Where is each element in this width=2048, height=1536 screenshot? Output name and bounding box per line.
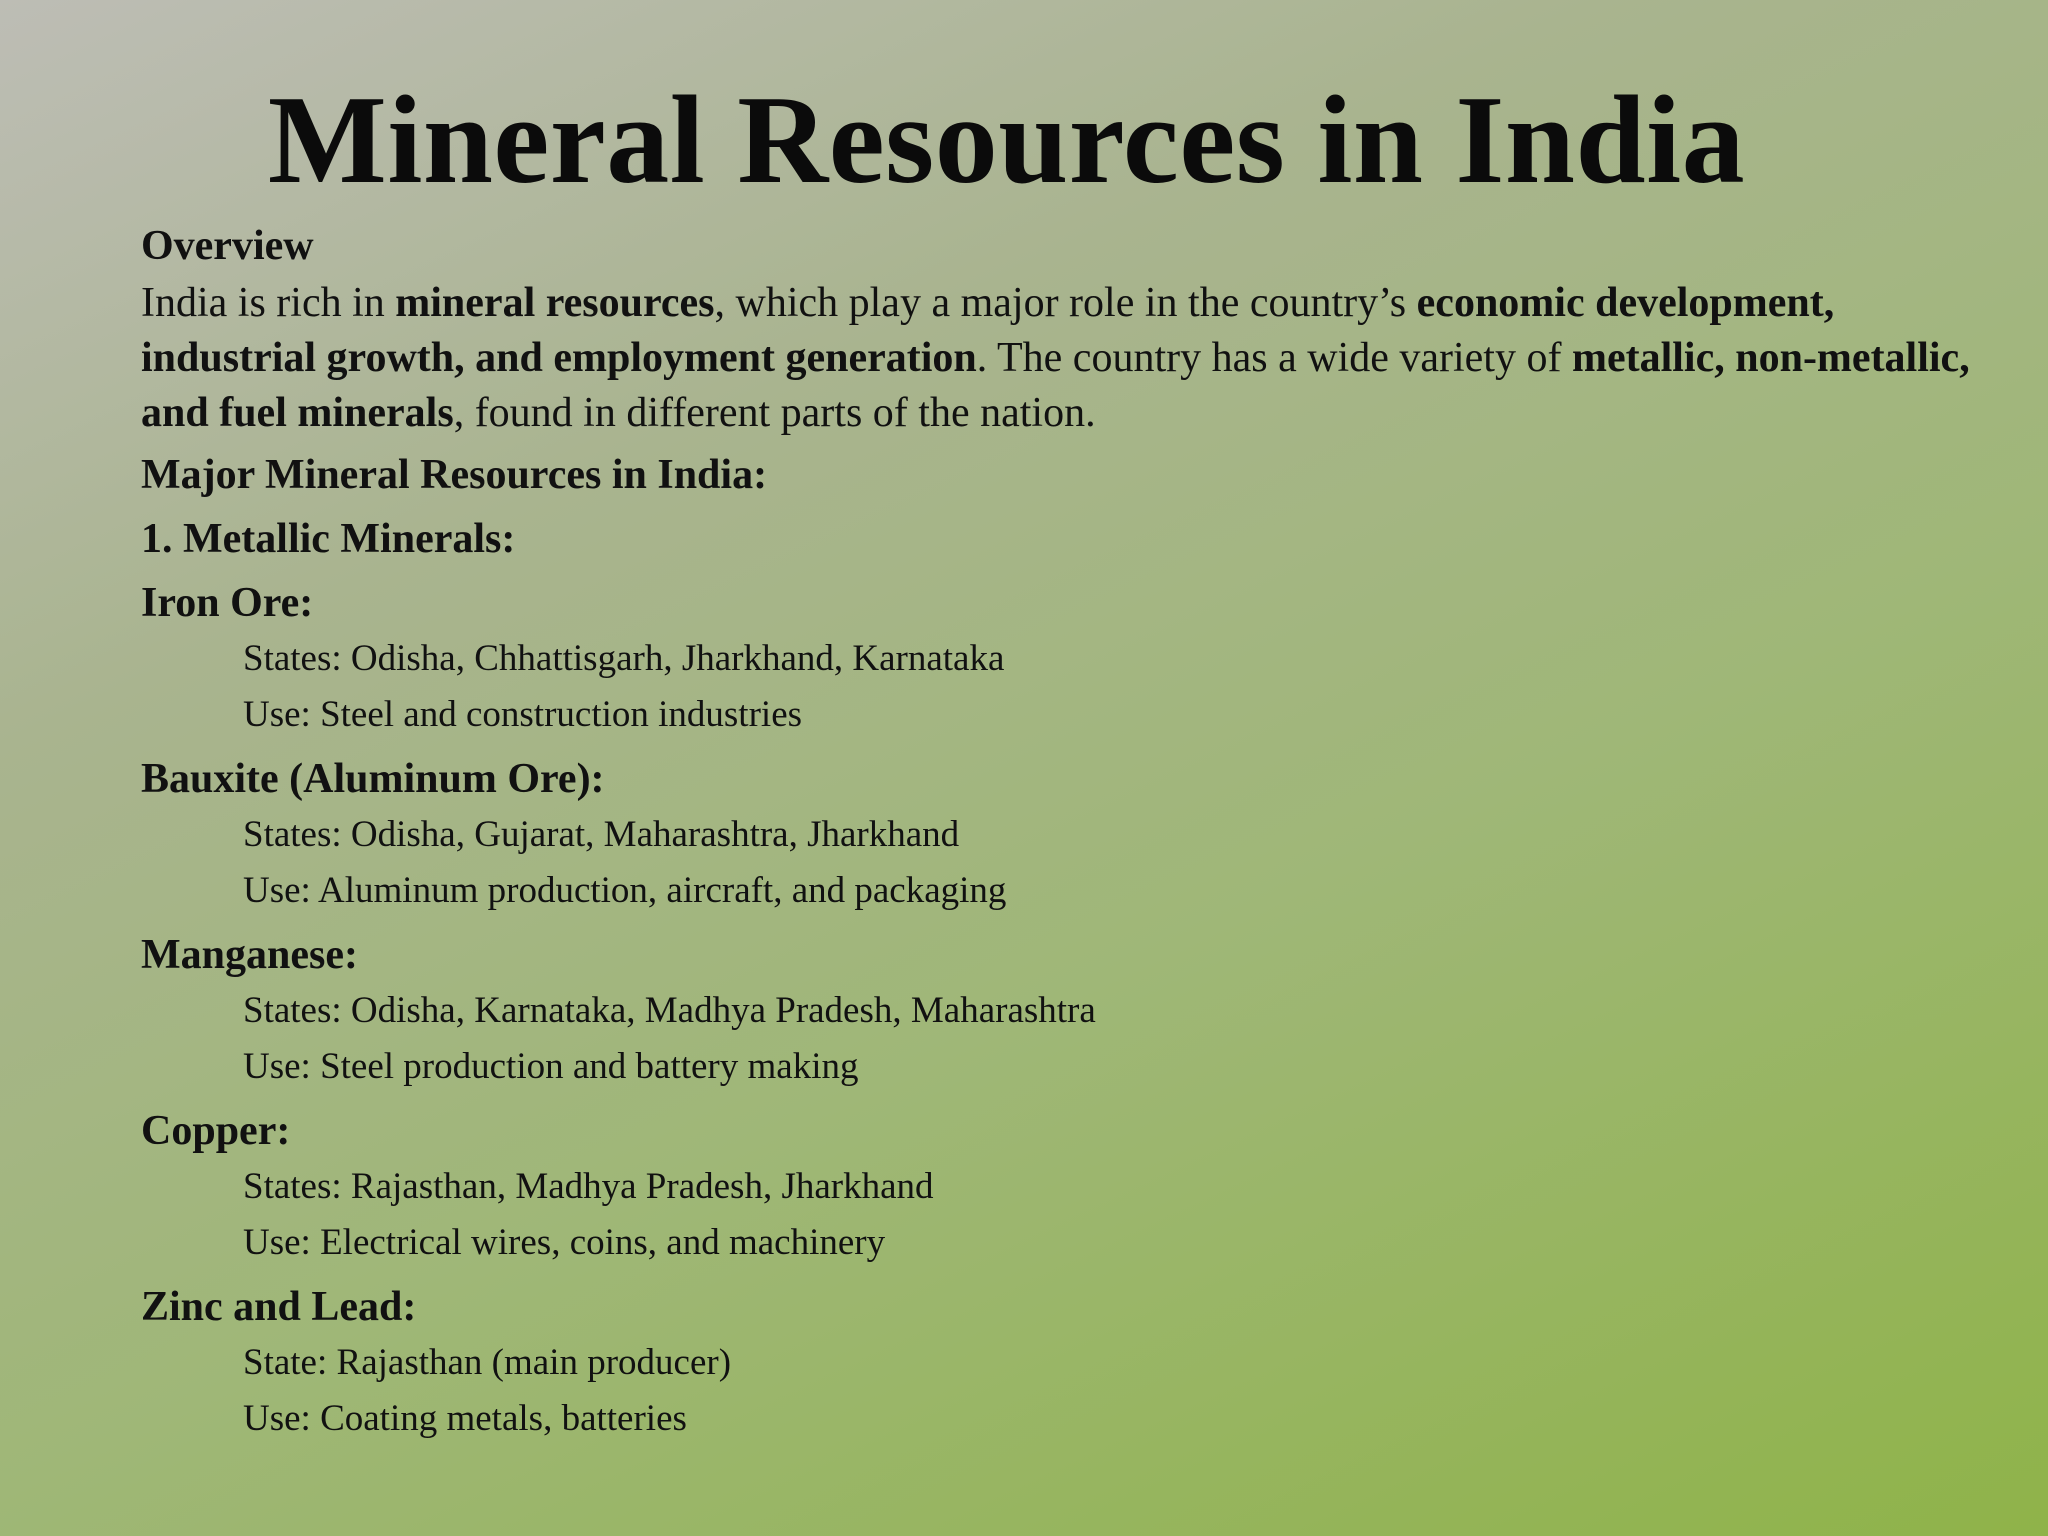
mineral-states: States: Rajasthan, Madhya Pradesh, Jharkhand: [243, 1166, 934, 1207]
mineral-states: States: Odisha, Gujarat, Maharashtra, Jharkhand: [243, 814, 960, 855]
overview-heading: Overview: [141, 223, 314, 269]
overview-text-3: . The country has a wide variety of: [976, 335, 1572, 381]
mineral-bauxite: [141, 751, 2001, 919]
mineral-zinc-lead: [141, 1279, 2001, 1447]
mineral-use: Use: Steel production and battery making: [243, 1046, 859, 1087]
major-minerals-heading: Major Mineral Resources in India:: [141, 452, 768, 498]
slide-content: [141, 218, 2001, 1447]
overview-bold-1: mineral resources: [395, 280, 715, 326]
mineral-name: Bauxite (Aluminum Ore):: [141, 756, 605, 802]
mineral-states: States: Odisha, Chhattisgarh, Jharkhand, Karnataka: [243, 638, 1005, 679]
mineral-manganese: [141, 927, 2001, 1095]
mineral-name: Manganese:: [141, 932, 358, 978]
mineral-states: State: Rajasthan (main producer): [243, 1342, 732, 1383]
mineral-copper: [141, 1103, 2001, 1271]
overview-text-4: , found in different parts of the nation.: [453, 390, 1096, 436]
overview-text-2: , which play a major role in the country’s: [714, 280, 1417, 326]
mineral-use: Use: Aluminum production, aircraft, and packaging: [243, 870, 1007, 911]
overview-text-1: India is rich in: [141, 280, 396, 326]
mineral-states: States: Odisha, Karnataka, Madhya Pradesh, Maharashtra: [243, 990, 1096, 1031]
mineral-name: Copper:: [141, 1108, 291, 1154]
mineral-name: Iron Ore:: [141, 580, 314, 626]
overview-bold-2: economic development, industrial growth, and employment generation: [141, 280, 1835, 381]
overview-paragraph: [141, 276, 2001, 441]
mineral-use: Use: Electrical wires, coins, and machinery: [243, 1222, 886, 1263]
mineral-iron-ore: [141, 575, 2001, 743]
mineral-use: Use: Coating metals, batteries: [243, 1398, 687, 1439]
metallic-minerals-heading: 1. Metallic Minerals:: [141, 516, 516, 562]
page-title: Mineral Resources in India: [267, 71, 1746, 210]
mineral-use: Use: Steel and construction industries: [243, 694, 803, 735]
overview-bold-3: metallic, non-metallic, and fuel minerals: [141, 335, 1970, 436]
mineral-name: Zinc and Lead:: [141, 1284, 417, 1330]
